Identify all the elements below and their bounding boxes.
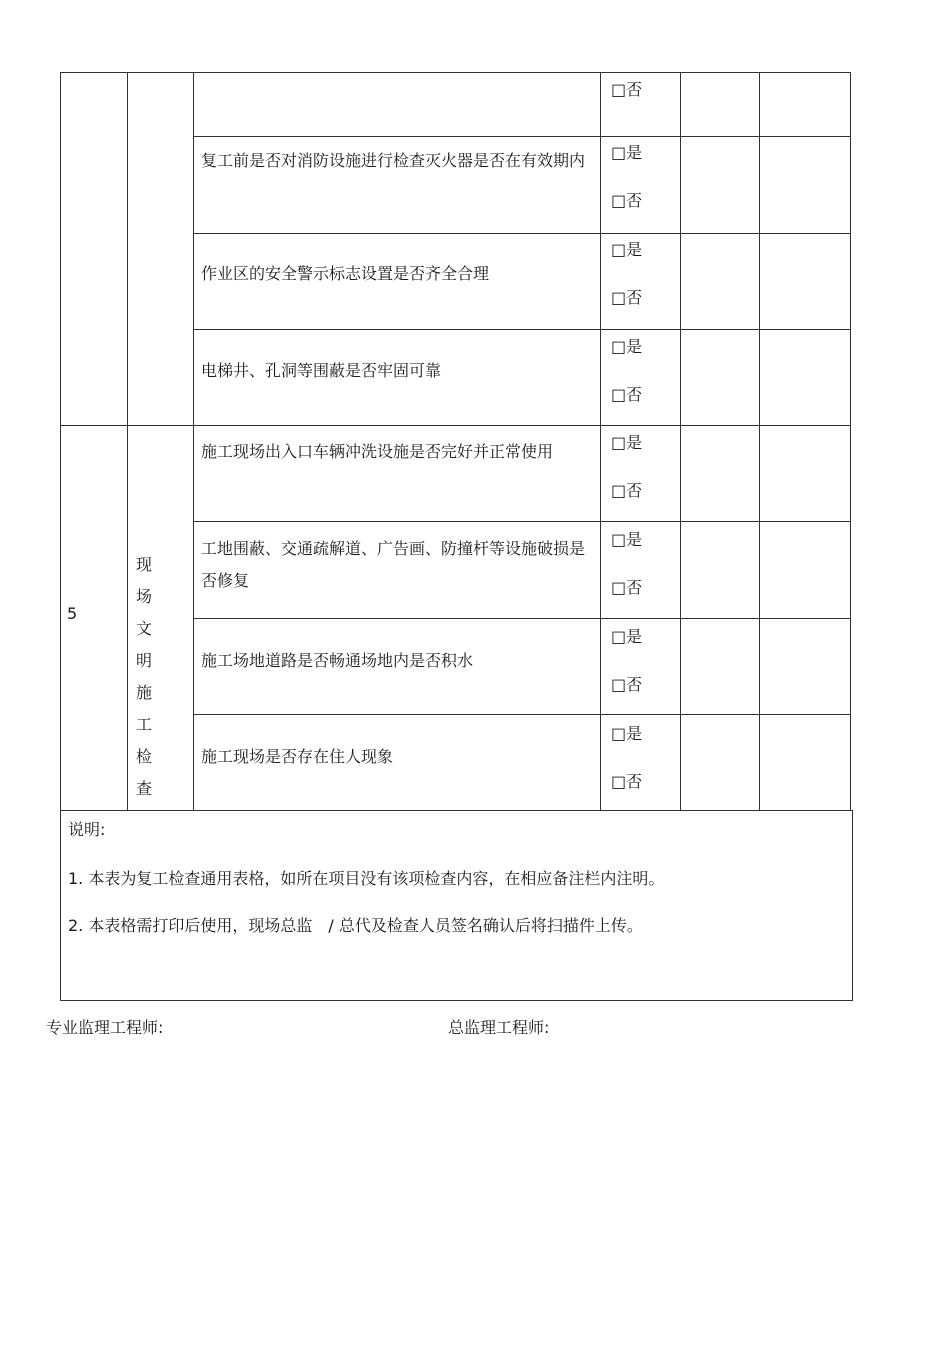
category-line: 施工 (136, 683, 166, 734)
option-yes: □是 (611, 433, 643, 452)
option-yes: □是 (611, 724, 643, 743)
notes-line: 2. 本表格需打印后使用，现场总监 / 总代及检查人员签名确认后将扫描件上传。 (68, 916, 643, 935)
notes-heading: 说明: (68, 820, 106, 839)
col-divider (759, 72, 760, 810)
option-no: □否 (611, 578, 643, 597)
category-line: 检查 (136, 747, 166, 798)
chief-engineer-label: 总监理工程师: (448, 1018, 550, 1037)
col-divider (127, 72, 128, 810)
option-no: □否 (611, 288, 643, 307)
option-no: □否 (611, 675, 643, 694)
category-line: 文明 (136, 619, 166, 670)
option-no: □否 (611, 385, 643, 404)
table-border-right (850, 72, 851, 810)
section-divider (60, 425, 851, 426)
option-yes: □是 (611, 530, 643, 549)
notes-box (60, 810, 853, 1001)
option-yes: □是 (611, 337, 643, 356)
col-divider (193, 72, 194, 810)
section-number: 5 (67, 604, 78, 623)
col-divider (600, 72, 601, 810)
check-item: 电梯井、孔洞等围蔽是否牢固可靠 (201, 361, 442, 380)
table-border-top (60, 72, 851, 73)
row-divider (193, 136, 851, 137)
row-divider (193, 714, 851, 715)
option-no: □否 (611, 80, 643, 99)
section-category (136, 549, 184, 805)
row-divider (193, 618, 851, 619)
check-item: 施工现场是否存在住人现象 (201, 747, 394, 766)
table-border-left (60, 72, 61, 810)
option-yes: □是 (611, 627, 643, 646)
option-no: □否 (611, 481, 643, 500)
row-divider (193, 233, 851, 234)
option-no: □否 (611, 772, 643, 791)
row-divider (193, 329, 851, 330)
notes-line: 1. 本表为复工检查通用表格，如所在项目没有该项检查内容，在相应备注栏内注明。 (68, 869, 665, 888)
category-line: 现场 (136, 555, 166, 606)
row-divider (193, 521, 851, 522)
check-item: 施工场地道路是否畅通场地内是否积水 (201, 651, 474, 670)
option-no: □否 (611, 191, 643, 210)
check-item: 施工现场出入口车辆冲洗设施是否完好并正常使用 (201, 442, 554, 461)
col-divider (680, 72, 681, 810)
check-item: 作业区的安全警示标志设置是否齐全合理 (201, 264, 490, 283)
option-yes: □是 (611, 240, 643, 259)
check-item: 复工前是否对消防设施进行检查灭火器是否在有效期内 (201, 151, 586, 170)
check-item: 工地围蔽、交通疏解道、广告画、防撞杆等设施破损是否修复 (201, 539, 586, 590)
option-yes: □是 (611, 143, 643, 162)
specialist-engineer-label: 专业监理工程师: (46, 1018, 164, 1037)
